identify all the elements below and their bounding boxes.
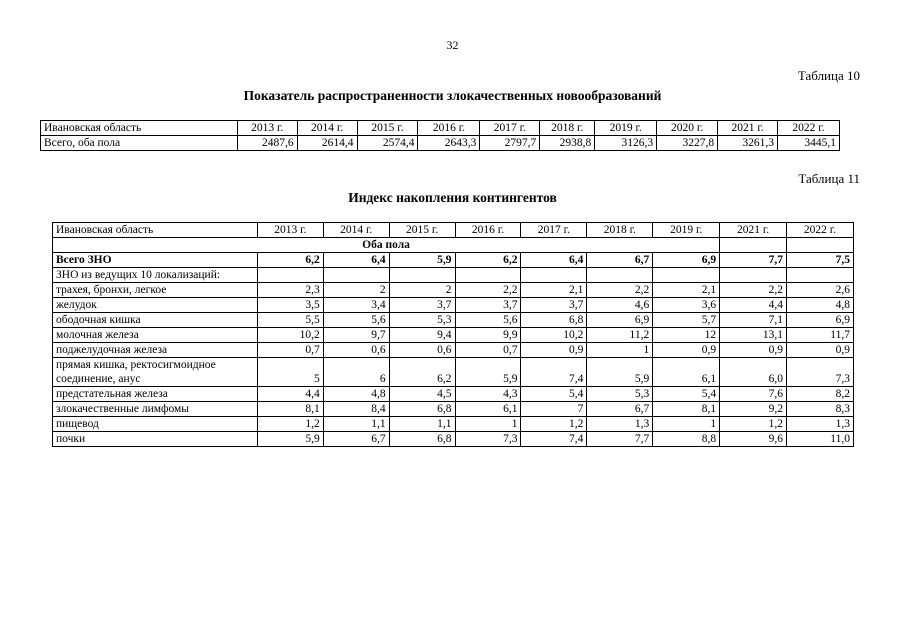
value-cell: 7,1 [720,313,787,328]
row-label-cell: ободочная кишка [53,313,258,328]
value-cell: 2015 г. [357,121,418,136]
value-cell: 8,1 [653,402,720,417]
value-cell: 8,8 [653,432,720,447]
value-cell: 2019 г. [595,121,657,136]
value-cell: 8,1 [257,402,323,417]
value-cell: 6,9 [653,253,720,268]
value-cell: 3445,1 [778,136,840,151]
value-cell: 2 [389,283,455,298]
subheader-row [53,268,854,283]
table-row [53,432,854,447]
value-cell: 1,2 [257,417,323,432]
value-cell: 2614,4 [297,136,357,151]
value-cell: 5,4 [521,387,587,402]
table11 [52,222,854,447]
value-cell: 0,7 [455,343,521,358]
value-cell: 6,9 [587,313,653,328]
value-cell: 7,6 [720,387,787,402]
row-label-cell: Всего, оба пола [41,136,238,151]
row-label-cell: предстательная железа [53,387,258,402]
row-label-cell: злокачественные лимфомы [53,402,258,417]
table10-title: Показатель распространенности злокачественных новообразований [243,88,662,103]
value-cell: 4,3 [455,387,521,402]
value-cell: 8,2 [787,387,854,402]
empty-cell [653,268,720,283]
value-cell: 9,9 [455,328,521,343]
value-cell: 4,8 [323,387,389,402]
value-cell: 5,9 [587,358,653,387]
table-row [53,387,854,402]
row-label-cell: Ивановская область [41,121,238,136]
value-cell: 2018 г. [587,223,653,238]
value-cell: 6,2 [257,253,323,268]
value-cell: 4,4 [257,387,323,402]
table-row [53,402,854,417]
value-cell: 7 [521,402,587,417]
value-cell: 2021 г. [720,223,787,238]
value-cell: 2938,8 [540,136,595,151]
value-cell: 3126,3 [595,136,657,151]
value-cell: 2643,3 [418,136,480,151]
value-cell: 6,8 [521,313,587,328]
value-cell: 7,7 [720,253,787,268]
value-cell: 3,7 [521,298,587,313]
table-row [53,417,854,432]
value-cell: 4,6 [587,298,653,313]
value-cell: 3,7 [389,298,455,313]
empty-cell [720,268,787,283]
table-row [41,136,840,151]
table-header-row [41,121,840,136]
value-cell: 2022 г. [787,223,854,238]
value-cell: 9,2 [720,402,787,417]
value-cell: 10,2 [257,328,323,343]
value-cell: 3,4 [323,298,389,313]
table-row [53,298,854,313]
value-cell: 2013 г. [257,223,323,238]
value-cell: 2018 г. [540,121,595,136]
value-cell: 2,1 [521,283,587,298]
value-cell: 6 [323,358,389,387]
total-row [53,253,854,268]
value-cell: 8,4 [323,402,389,417]
value-cell: 5,7 [653,313,720,328]
value-cell: 7,7 [587,432,653,447]
table11-title: Индекс накопления контингентов [348,190,557,205]
table-row [53,358,854,387]
value-cell: 2013 г. [237,121,297,136]
value-cell: 1 [653,417,720,432]
value-cell: 5,4 [653,387,720,402]
value-cell: 5,3 [389,313,455,328]
row-label-cell: пищевод [53,417,258,432]
value-cell: 6,4 [323,253,389,268]
value-cell: 0,6 [323,343,389,358]
value-cell: 1,3 [787,417,854,432]
value-cell: 0,9 [521,343,587,358]
value-cell: 5,6 [455,313,521,328]
value-cell: 2,2 [720,283,787,298]
value-cell: 2797,7 [480,136,540,151]
value-cell: 3261,3 [718,136,778,151]
value-cell: 6,7 [587,253,653,268]
empty-cell [455,268,521,283]
value-cell: 2,6 [787,283,854,298]
value-cell: 0,9 [653,343,720,358]
value-cell: 5,9 [257,432,323,447]
value-cell: 2016 г. [455,223,521,238]
value-cell: 2021 г. [718,121,778,136]
value-cell: 2014 г. [297,121,357,136]
empty-cell [389,268,455,283]
value-cell: 7,4 [521,432,587,447]
table10 [40,120,840,151]
value-cell: 6,7 [323,432,389,447]
value-cell: 12 [653,328,720,343]
empty-cell [720,238,787,253]
value-cell: 2017 г. [521,223,587,238]
value-cell: 2,1 [653,283,720,298]
row-label-cell: Ивановская область [53,223,258,238]
value-cell: 7,5 [787,253,854,268]
table11-caption: Таблица 11 [798,171,860,186]
value-cell: 0,7 [257,343,323,358]
value-cell: 11,0 [787,432,854,447]
value-cell: 7,3 [455,432,521,447]
section-label-cell: Оба пола [53,238,720,253]
value-cell: 8,3 [787,402,854,417]
value-cell: 9,6 [720,432,787,447]
value-cell: 0,9 [787,343,854,358]
row-label-cell: молочная железа [53,328,258,343]
empty-cell [257,268,323,283]
value-cell: 1 [455,417,521,432]
value-cell: 5 [257,358,323,387]
value-cell: 3,7 [455,298,521,313]
value-cell: 1,2 [521,417,587,432]
value-cell: 2017 г. [480,121,540,136]
value-cell: 1,2 [720,417,787,432]
subheader-cell: ЗНО из ведущих 10 локализаций: [53,268,258,283]
value-cell: 0,6 [389,343,455,358]
value-cell: 4,8 [787,298,854,313]
value-cell: 2487,6 [237,136,297,151]
value-cell: 2022 г. [778,121,840,136]
value-cell: 13,1 [720,328,787,343]
value-cell: 5,9 [455,358,521,387]
table-row [53,328,854,343]
table-row [53,313,854,328]
value-cell: 2,3 [257,283,323,298]
value-cell: 9,4 [389,328,455,343]
value-cell: 3,6 [653,298,720,313]
value-cell: 5,5 [257,313,323,328]
value-cell: 6,0 [720,358,787,387]
value-cell: 2 [323,283,389,298]
row-label-cell: желудок [53,298,258,313]
value-cell: 2019 г. [653,223,720,238]
value-cell: 11,2 [587,328,653,343]
value-cell: 6,9 [787,313,854,328]
value-cell: 6,7 [587,402,653,417]
value-cell: 10,2 [521,328,587,343]
value-cell: 2,2 [587,283,653,298]
value-cell: 4,4 [720,298,787,313]
empty-cell [521,268,587,283]
table-row [53,343,854,358]
value-cell: 2574,4 [357,136,418,151]
value-cell: 3227,8 [657,136,718,151]
value-cell: 2014 г. [323,223,389,238]
value-cell: 0,9 [720,343,787,358]
page-number: 32 [446,38,459,52]
value-cell: 7,4 [521,358,587,387]
value-cell: 2020 г. [657,121,718,136]
value-cell: 6,4 [521,253,587,268]
value-cell: 5,3 [587,387,653,402]
empty-cell [787,238,854,253]
value-cell: 11,7 [787,328,854,343]
empty-cell [323,268,389,283]
value-cell: 2015 г. [389,223,455,238]
value-cell: 4,5 [389,387,455,402]
row-label-cell: почки [53,432,258,447]
table-header-row [53,223,854,238]
value-cell: 1,1 [389,417,455,432]
empty-cell [587,268,653,283]
value-cell: 6,8 [389,402,455,417]
value-cell: 1 [587,343,653,358]
section-row [53,238,854,253]
value-cell: 2,2 [455,283,521,298]
value-cell: 5,6 [323,313,389,328]
value-cell: 5,9 [389,253,455,268]
row-label-cell: трахея, бронхи, легкое [53,283,258,298]
value-cell: 6,2 [389,358,455,387]
value-cell: 6,2 [455,253,521,268]
row-label-cell: Всего ЗНО [53,253,258,268]
table10-caption: Таблица 10 [797,68,860,83]
value-cell: 6,8 [389,432,455,447]
row-label-cell: поджелудочная железа [53,343,258,358]
value-cell: 1,1 [323,417,389,432]
value-cell: 3,5 [257,298,323,313]
empty-cell [787,268,854,283]
row-label-cell: прямая кишка, ректосигмоидное соединение, анус [53,358,258,387]
value-cell: 6,1 [653,358,720,387]
value-cell: 2016 г. [418,121,480,136]
table-row [53,283,854,298]
value-cell: 1,3 [587,417,653,432]
value-cell: 7,3 [787,358,854,387]
value-cell: 9,7 [323,328,389,343]
value-cell: 6,1 [455,402,521,417]
